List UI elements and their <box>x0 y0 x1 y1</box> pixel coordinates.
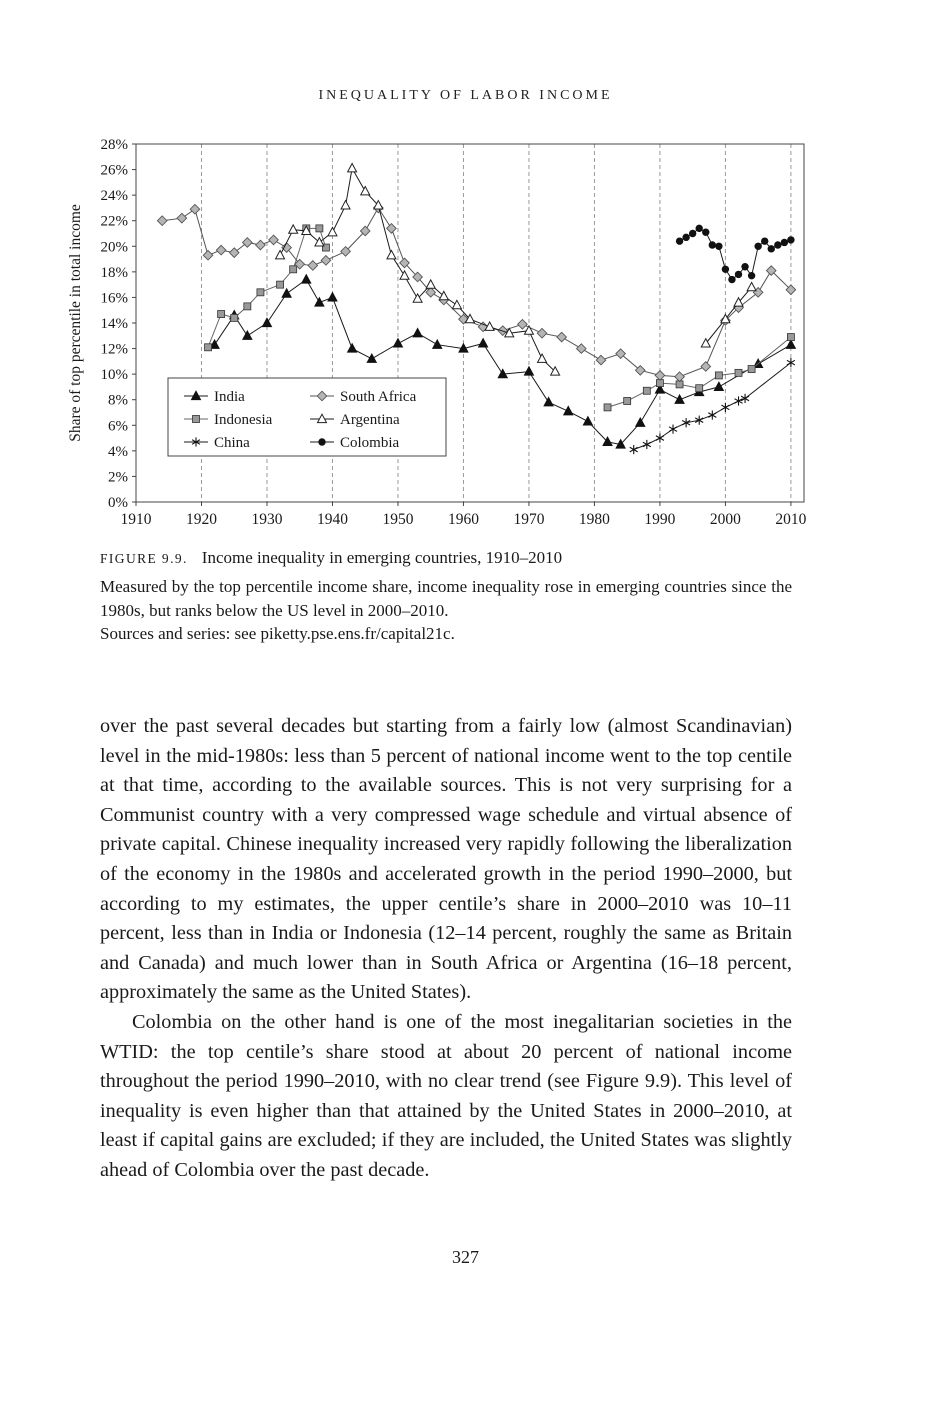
legend-label: Indonesia <box>214 412 273 428</box>
x-tick-label: 2000 <box>709 511 741 528</box>
y-tick-label: 18% <box>100 264 128 281</box>
figure-caption <box>100 548 792 568</box>
figure-caption-text: Income inequality in emerging countries, 1910–2010 <box>201 548 563 567</box>
figure-chart <box>64 130 816 537</box>
legend-label: China <box>214 435 250 451</box>
x-tick-label: 1920 <box>185 511 217 528</box>
page-number: 327 <box>452 1247 479 1267</box>
y-tick-label: 0% <box>108 495 128 511</box>
figure-caption-label: FIGURE 9.9. <box>100 551 188 566</box>
figure-source: Sources and series: see piketty.pse.ens.fr/capital21c. <box>100 624 455 643</box>
x-tick-label: 1980 <box>578 511 610 528</box>
chart-legend <box>168 378 446 456</box>
y-tick-label: 10% <box>100 367 128 384</box>
x-tick-label: 1960 <box>447 511 479 528</box>
x-tick-label: 1950 <box>382 511 414 528</box>
y-tick-label: 6% <box>108 418 128 435</box>
series-argentina <box>276 163 757 375</box>
y-tick-label: 14% <box>100 316 128 332</box>
x-tick-label: 1940 <box>316 511 348 528</box>
x-tick-label: 1970 <box>513 511 545 528</box>
y-tick-label: 24% <box>100 188 128 205</box>
figure-caption-block <box>100 548 792 646</box>
legend-label: India <box>214 389 245 405</box>
legend-label: South Africa <box>340 389 417 405</box>
series-colombia <box>676 225 795 284</box>
figure-note: Measured by the top percentile income share, income inequality rose in emerging countries since the 1980s, but ranks below the US level in 2000–2010. <box>100 577 792 620</box>
x-tick-label: 1930 <box>251 511 283 528</box>
running-head: INEQUALITY OF LABOR INCOME <box>318 88 613 103</box>
legend-label: Argentina <box>340 412 400 428</box>
figure-chart-svg <box>64 130 816 532</box>
legend-label: Colombia <box>340 435 400 451</box>
body-paragraph-2: Colombia on the other hand is one of the most inegalitarian societies in the WTID: the top centile’s share stood at about 20 percent of national income throughout the period 1990–2010, with no clear trend (see Figure 9.9). This level of inequality is even higher than that attained by the United States in 2000–2010, at least if capital gains are excluded; if they are included, the United States was slightly ahead of Colombia over the past decade. <box>100 1010 792 1181</box>
x-tick-label: 2010 <box>775 511 807 528</box>
y-tick-label: 16% <box>100 290 128 307</box>
y-tick-label: 2% <box>108 469 128 486</box>
y-tick-label: 12% <box>100 341 128 358</box>
y-tick-label: 8% <box>108 392 128 409</box>
y-tick-label: 26% <box>100 162 128 179</box>
y-axis-title: Share of top percentile in total income <box>67 204 84 442</box>
y-tick-label: 4% <box>108 443 128 460</box>
series-china <box>630 358 795 454</box>
y-tick-label: 22% <box>100 213 128 230</box>
y-tick-label: 20% <box>100 239 128 256</box>
x-tick-label: 1910 <box>120 511 152 528</box>
body-paragraph-1: over the past several decades but starting from a fairly low (almost Scandinavian) level in the mid-1980s: less than 5 percent of national income went to the top centile at that time, according to the available sources. This is not very surprising for a Communist country with a very compressed wage schedule and virtual absence of private capital. Chinese inequality increased very rapidly following the liberalization of the economy in the 1980s and accelerated growth in the period 1990–2000, but according to my estimates, the upper centile’s share in 2000–2010 was 10–11 percent, less than in India or Indonesia (12–14 percent, roughly the same as Britain and Canada) and much lower than in South Africa or Argentina (16–18 percent, approximately the same as the United States). <box>100 715 792 1004</box>
x-tick-label: 1990 <box>644 511 676 528</box>
y-tick-label: 28% <box>100 137 128 153</box>
body-text <box>100 712 792 1186</box>
